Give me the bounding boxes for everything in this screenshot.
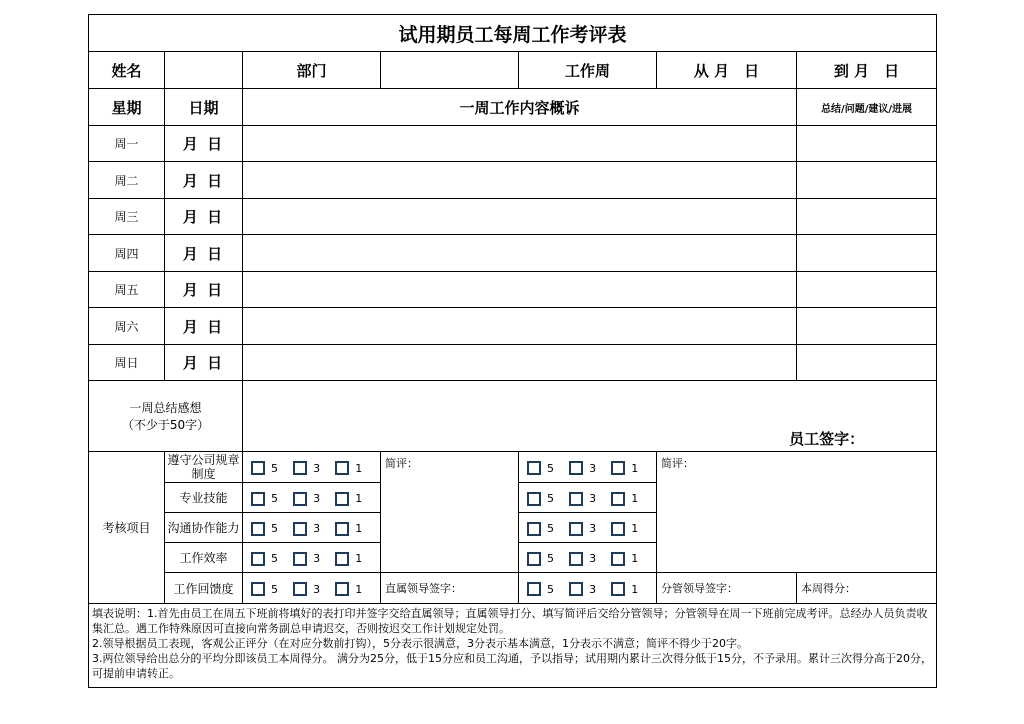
summary-field[interactable] <box>797 308 937 345</box>
summary-field[interactable] <box>797 126 937 162</box>
manager-comment-field[interactable] <box>657 452 937 573</box>
checkbox[interactable] <box>611 461 625 475</box>
name-field[interactable] <box>165 52 243 89</box>
manager-rating: 5 3 1 <box>519 452 657 483</box>
checkbox[interactable] <box>335 492 349 506</box>
reflection-hint: （不少于50字） <box>121 418 210 432</box>
table-row <box>89 272 937 308</box>
checkbox[interactable] <box>527 582 541 596</box>
checkbox[interactable] <box>293 492 307 506</box>
work-content-field[interactable] <box>243 199 797 235</box>
checkbox[interactable] <box>527 552 541 566</box>
checkbox[interactable] <box>335 582 349 596</box>
checkbox[interactable] <box>251 492 265 506</box>
work-content-field[interactable] <box>243 272 797 308</box>
manager-rating: 5 3 1 <box>519 573 657 604</box>
checkbox[interactable] <box>611 552 625 566</box>
checkbox[interactable] <box>527 522 541 536</box>
checkbox[interactable] <box>569 552 583 566</box>
table-row <box>89 126 937 162</box>
table-row <box>89 345 937 381</box>
dept-field[interactable] <box>381 52 519 89</box>
checkbox[interactable] <box>611 522 625 536</box>
direct-leader-comment-field[interactable] <box>381 452 519 573</box>
date-cell: 月 日 <box>165 308 243 345</box>
week-label: 工作周 <box>519 52 657 89</box>
date-cell: 月 日 <box>165 235 243 272</box>
checkbox[interactable] <box>293 522 307 536</box>
date-cell: 月 日 <box>165 272 243 308</box>
name-label: 姓名 <box>89 52 165 89</box>
weekday-label: 周二 <box>89 162 165 199</box>
checkbox[interactable] <box>611 492 625 506</box>
work-content-field[interactable] <box>243 345 797 381</box>
checkbox[interactable] <box>293 582 307 596</box>
reflection-title: 一周总结感想 <box>129 401 202 415</box>
instructions-line-1: 填表说明：1.首先由员工在周五下班前将填好的表打印并签字交给直属领导；直属领导打分、填写简评后交给分管领导；分管领导在周一下班前完成考评。总经办人员负责收集汇总。遇工作特殊原因可直接向常务副总申请迟交，否则按迟交工作计划规定处罚。 <box>92 607 928 635</box>
work-content-field[interactable] <box>243 126 797 162</box>
evaluation-label: 考核项目 <box>89 452 165 604</box>
checkbox[interactable] <box>251 552 265 566</box>
date-cell: 月 日 <box>165 199 243 235</box>
reflection-label <box>89 381 243 452</box>
table-row <box>89 235 937 272</box>
date-header: 日期 <box>165 89 243 126</box>
checkbox[interactable] <box>569 461 583 475</box>
checkbox[interactable] <box>611 582 625 596</box>
summary-field[interactable] <box>797 162 937 199</box>
checkbox[interactable] <box>251 582 265 596</box>
direct-leader-rating: 5 3 1 <box>243 573 381 604</box>
checkbox[interactable] <box>335 522 349 536</box>
checkbox[interactable] <box>251 461 265 475</box>
checkbox[interactable] <box>569 492 583 506</box>
eval-item-label: 沟通协作能力 <box>165 513 243 543</box>
eval-item-label: 专业技能 <box>165 483 243 513</box>
eval-item-label: 工作效率 <box>165 543 243 573</box>
reflection-field[interactable] <box>243 381 937 452</box>
direct-leader-signature-field[interactable]: 直属领导签字： <box>381 573 519 604</box>
content-header: 一周工作内容概诉 <box>243 89 797 126</box>
manager-rating: 5 3 1 <box>519 483 657 513</box>
checkbox[interactable] <box>527 461 541 475</box>
table-row <box>89 308 937 345</box>
summary-field[interactable] <box>797 199 937 235</box>
comment-label: 简评： <box>385 457 418 470</box>
direct-leader-rating: 5 3 1 <box>243 452 381 483</box>
week-score-field[interactable]: 本周得分： <box>797 573 937 604</box>
summary-field[interactable] <box>797 235 937 272</box>
employee-signature-label: 员工签字： <box>789 430 865 448</box>
manager-rating: 5 3 1 <box>519 543 657 573</box>
date-cell: 月 日 <box>165 162 243 199</box>
checkbox[interactable] <box>569 522 583 536</box>
checkbox[interactable] <box>251 522 265 536</box>
checkbox[interactable] <box>335 552 349 566</box>
weekday-label: 周五 <box>89 272 165 308</box>
weekday-label: 周三 <box>89 199 165 235</box>
instructions <box>89 604 937 688</box>
table-row <box>89 199 937 235</box>
instructions-line-3: 3.两位领导给出总分的平均分即该员工本周得分。 满分为25分，低于15分应和员工沟通，予以指导；试用期内累计三次得分低于15分，不予录用。累计三次得分高于20分，可提前申请转正。 <box>92 652 932 680</box>
weekday-label: 周六 <box>89 308 165 345</box>
form-title: 试用期员工每周工作考评表 <box>89 15 937 52</box>
work-content-field[interactable] <box>243 162 797 199</box>
checkbox[interactable] <box>335 461 349 475</box>
evaluation-form <box>88 14 936 688</box>
work-content-field[interactable] <box>243 308 797 345</box>
weekday-header: 星期 <box>89 89 165 126</box>
manager-signature-field[interactable]: 分管领导签字： <box>657 573 797 604</box>
weekday-label: 周四 <box>89 235 165 272</box>
direct-leader-rating: 5 3 1 <box>243 543 381 573</box>
to-date-field[interactable]: 到 月 日 <box>797 52 937 89</box>
checkbox[interactable] <box>293 461 307 475</box>
direct-leader-rating: 5 3 1 <box>243 513 381 543</box>
eval-item-label: 遵守公司规章制度 <box>165 452 243 483</box>
weekday-label: 周一 <box>89 126 165 162</box>
from-date-field[interactable]: 从 月 日 <box>657 52 797 89</box>
work-content-field[interactable] <box>243 235 797 272</box>
checkbox[interactable] <box>569 582 583 596</box>
comment-label: 简评： <box>661 457 694 470</box>
manager-rating: 5 3 1 <box>519 513 657 543</box>
instructions-line-2: 2.领导根据员工表现，客观公正评分（在对应分数前打钩），5分表示很满意，3分表示基本满意，1分表示不满意；简评不得少于20字。 <box>92 637 748 650</box>
weekday-label: 周日 <box>89 345 165 381</box>
dept-label: 部门 <box>243 52 381 89</box>
summary-header: 总结/问题/建议/进展 <box>797 89 937 126</box>
checkbox[interactable] <box>293 552 307 566</box>
form-table <box>88 14 937 688</box>
table-row <box>89 162 937 199</box>
summary-field[interactable] <box>797 345 937 381</box>
checkbox[interactable] <box>527 492 541 506</box>
direct-leader-rating: 5 3 1 <box>243 483 381 513</box>
eval-item-label: 工作回馈度 <box>165 573 243 604</box>
date-cell: 月 日 <box>165 126 243 162</box>
summary-field[interactable] <box>797 272 937 308</box>
date-cell: 月 日 <box>165 345 243 381</box>
